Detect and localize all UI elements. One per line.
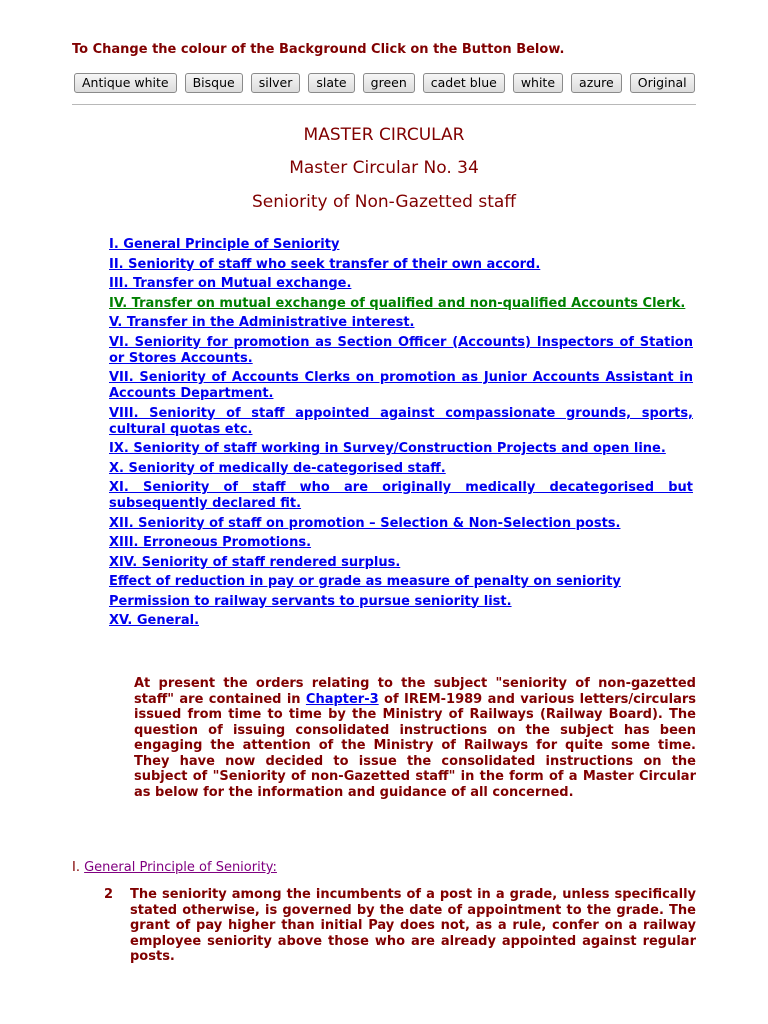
silver-button[interactable]: silver xyxy=(251,73,301,93)
toc-link-survey-construction[interactable]: IX. Seniority of staff working in Survey/Construction Projects and open line. xyxy=(109,441,666,456)
toc-link-section-officer[interactable]: VI. Seniority for promotion as Section Officer (Accounts) Inspectors of Station or Stores Accounts. xyxy=(109,334,693,366)
intro-text-after: of IREM-1989 and various letters/circulars issued from time to time by the Ministry of Railways (Railway Board). The question of issuing consolidated instructions on the subject has been engaging the attention of the Ministry of Railways for quite some time. They have now decided to issue the consolidated instructions on the subject of "Seniority of non-Gazetted staff" in the form of a Master Circular as below for the information and guidance of all concerned. xyxy=(134,691,697,800)
toc-item xyxy=(109,461,693,477)
toc-link-accounts-clerk-exchange[interactable]: IV. Transfer on mutual exchange of qualified and non-qualified Accounts Clerk. xyxy=(109,295,686,311)
toc-item xyxy=(109,613,693,629)
toc-item xyxy=(109,315,693,331)
chapter-3-link[interactable]: Chapter-3 xyxy=(305,691,379,707)
toc-link-accounts-clerks[interactable]: VII. Seniority of Accounts Clerks on promotion as Junior Accounts Assistant in Accounts Department. xyxy=(109,370,693,401)
cadet-blue-button[interactable]: cadet blue xyxy=(423,73,505,93)
toc-item xyxy=(109,480,693,512)
toc-link-general[interactable]: XV. General. xyxy=(109,613,200,628)
paragraph-text: The seniority among the incumbents of a post in a grade, unless specifically stated otherwise, is governed by the date of appointment to the grade. The grant of pay higher than initial Pay does not, as a rule, confer on a railway employee seniority above those who are already appointed against regular posts. xyxy=(130,887,696,964)
toc-link-administrative-interest[interactable]: V. Transfer in the Administrative interest. xyxy=(109,315,415,330)
toc-item xyxy=(109,237,693,253)
toc-link-own-accord[interactable]: II. Seniority of staff who seek transfer of their own accord. xyxy=(109,256,541,272)
toc-item xyxy=(109,594,693,610)
toc-item xyxy=(109,406,693,438)
circular-number: Master Circular No. 34 xyxy=(289,158,479,178)
page-title: MASTER CIRCULAR xyxy=(303,125,465,145)
divider xyxy=(72,104,696,105)
toc-item xyxy=(109,535,693,551)
toc-link-reduction-penalty[interactable]: Effect of reduction in pay or grade as measure of penalty on seniority xyxy=(109,574,621,589)
section-heading xyxy=(72,860,277,875)
toc-link-promotion-selection[interactable]: XII. Seniority of staff on promotion – Selection & Non-Selection posts. xyxy=(109,515,621,531)
original-button[interactable]: Original xyxy=(630,73,695,93)
slate-button[interactable]: slate xyxy=(308,73,354,93)
paragraph-number: 2 xyxy=(104,887,114,902)
intro-text-before: At present the orders relating to the subject "seniority of non-gazetted staff" are contained in xyxy=(134,676,696,707)
background-instruction: To Change the colour of the Background Click on the Button Below. xyxy=(72,42,565,57)
white-button[interactable]: white xyxy=(513,73,563,93)
table-of-contents xyxy=(109,237,693,633)
antique-white-button[interactable]: Antique white xyxy=(74,73,177,93)
toc-link-medically-decategorised[interactable]: X. Seniority of medically de-categorised staff. xyxy=(109,460,446,476)
intro-paragraph xyxy=(134,676,696,800)
toc-link-mutual-exchange[interactable]: III. Transfer on Mutual exchange. xyxy=(109,276,352,291)
toc-item xyxy=(109,276,693,292)
toc-link-general-principle[interactable]: I. General Principle of Seniority xyxy=(109,237,340,252)
color-button-row xyxy=(74,73,695,93)
toc-item xyxy=(109,516,693,532)
section-numeral: I. xyxy=(72,860,80,875)
toc-item xyxy=(109,296,693,312)
toc-item xyxy=(109,574,693,590)
azure-button[interactable]: azure xyxy=(571,73,622,93)
toc-item xyxy=(109,257,693,273)
section-title-link[interactable]: General Principle of Seniority: xyxy=(84,860,277,875)
toc-item xyxy=(109,370,693,402)
green-button[interactable]: green xyxy=(363,73,415,93)
toc-link-declared-fit[interactable]: XI. Seniority of staff who are originally medically decategorised but subsequently declared fit. xyxy=(109,480,693,511)
toc-item xyxy=(109,441,693,457)
toc-item xyxy=(109,555,693,571)
toc-link-seniority-list[interactable]: Permission to railway servants to pursue seniority list. xyxy=(109,593,512,609)
toc-link-surplus[interactable]: XIV. Seniority of staff rendered surplus. xyxy=(109,554,401,570)
toc-link-compassionate-grounds[interactable]: VIII. Seniority of staff appointed against compassionate grounds, sports, cultural quotas etc. xyxy=(109,405,693,437)
toc-item xyxy=(109,335,693,367)
circular-subject: Seniority of Non-Gazetted staff xyxy=(251,192,517,212)
toc-link-erroneous-promotions[interactable]: XIII. Erroneous Promotions. xyxy=(109,535,312,550)
section-paragraph xyxy=(104,887,696,965)
bisque-button[interactable]: Bisque xyxy=(185,73,243,93)
